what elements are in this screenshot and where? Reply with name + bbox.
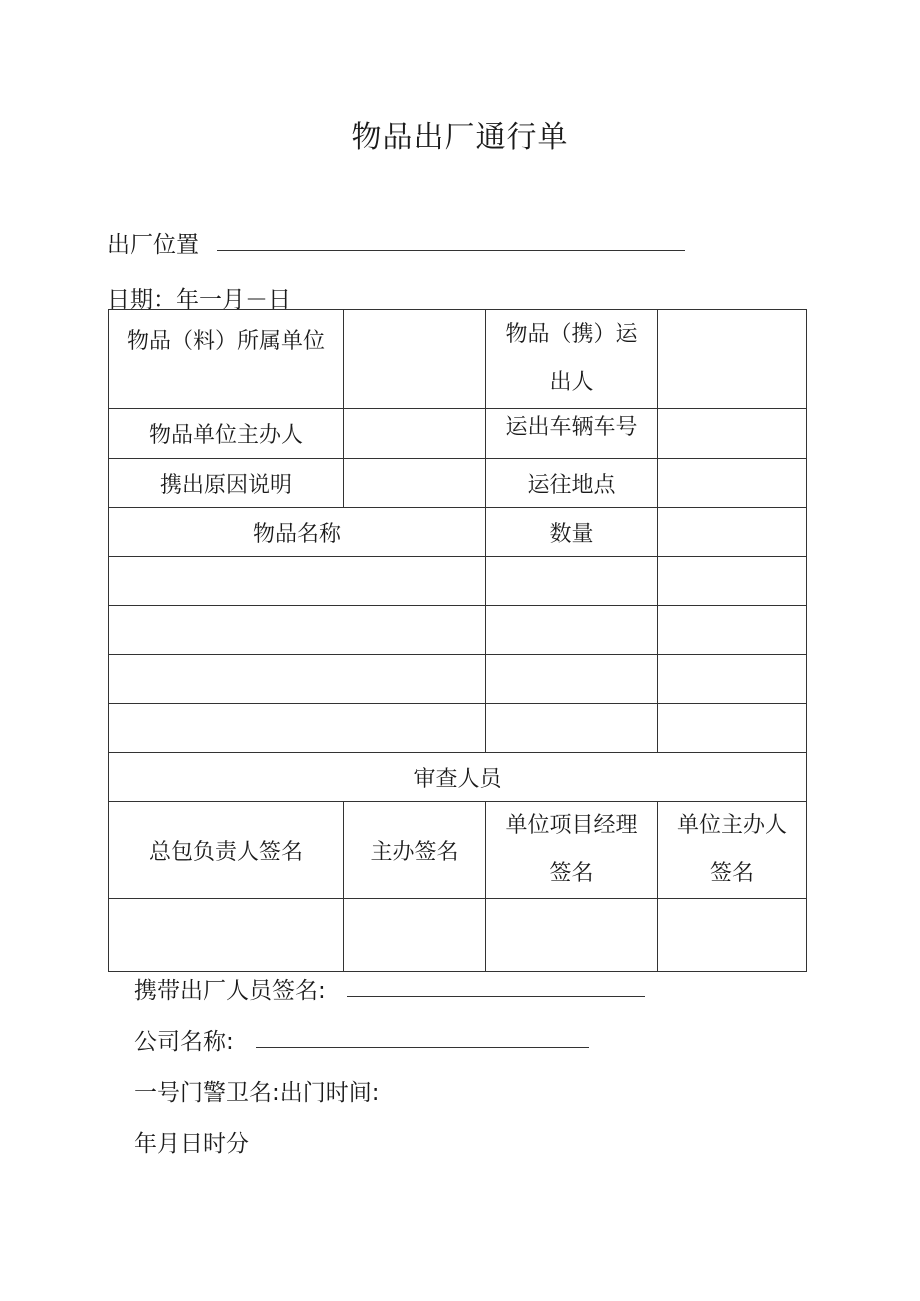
company-name-field[interactable] [256, 1047, 589, 1048]
unit-host-label: 物品单位主办人 [148, 423, 303, 448]
quantity-header: 数量 [549, 521, 594, 547]
unit-host-sign-header-line2: 签名 [709, 861, 754, 886]
carrier-label-line2: 出人 [549, 370, 594, 395]
pm-sign-header-line2: 签名 [549, 861, 594, 886]
item-name-input[interactable] [109, 606, 486, 655]
destination-label-cell [486, 459, 658, 508]
reason-value[interactable] [344, 459, 486, 508]
unit-host-sign-field[interactable] [658, 899, 807, 972]
unit-host-sign-header-line1: 单位主办人 [676, 813, 787, 838]
item-qty-input[interactable] [486, 704, 658, 753]
carrier-sign-field[interactable] [347, 996, 645, 997]
item-name-input[interactable] [109, 557, 486, 606]
item-row [109, 655, 807, 704]
item-qty-input[interactable] [486, 655, 658, 704]
pm-sign-header-line1: 单位项目经理 [505, 813, 638, 838]
unit-host-label-cell [109, 409, 344, 459]
unit-host-sign-header-cell [658, 802, 807, 899]
general-sign-header: 总包负责人签名 [148, 839, 303, 865]
carrier-label-cell [486, 310, 658, 409]
item-name-header-cell [109, 508, 486, 557]
item-row [109, 606, 807, 655]
company-name-label: 公司名称: [134, 1029, 234, 1055]
form-title: 物品出厂通行单 [351, 120, 569, 155]
reason-label-cell [109, 459, 344, 508]
vehicle-value[interactable] [658, 409, 807, 459]
carrier-label-line1: 物品（携）运 [505, 322, 638, 347]
item-name-header: 物品名称 [252, 521, 341, 547]
owner-unit-label: 物品（料）所属单位 [126, 329, 325, 354]
location-label: 出厂位置 [107, 232, 199, 258]
reason-label: 携出原因说明 [159, 472, 292, 498]
item-qty-input[interactable] [486, 606, 658, 655]
pm-sign-header-cell [486, 802, 658, 899]
owner-unit-value[interactable] [344, 310, 486, 409]
quantity-header-cell [486, 508, 658, 557]
item-row [109, 557, 807, 606]
item-extra-input[interactable] [658, 655, 807, 704]
destination-value[interactable] [658, 459, 807, 508]
pass-form-table [108, 309, 807, 972]
item-name-input[interactable] [109, 655, 486, 704]
item-extra-input[interactable] [658, 606, 807, 655]
carrier-sign-label: 携带出厂人员签名: [134, 978, 326, 1004]
general-sign-field[interactable] [109, 899, 344, 972]
destination-label: 运往地点 [527, 472, 616, 498]
host-sign-header: 主办签名 [370, 839, 459, 865]
item-qty-input[interactable] [486, 557, 658, 606]
review-header-cell [109, 753, 807, 802]
quantity-header-blank [658, 508, 807, 557]
unit-host-value[interactable] [344, 409, 486, 459]
vehicle-label: 运出车辆车号 [505, 415, 638, 440]
owner-unit-label-cell [109, 310, 344, 409]
datetime-label: 年月日时分 [134, 1131, 249, 1157]
host-sign-header-cell [344, 802, 486, 899]
review-header: 审查人员 [413, 766, 502, 792]
date-label: 日期：年一月－日 [107, 287, 291, 313]
guard-exit-time-label: 一号门警卫名:出门时间: [134, 1080, 380, 1106]
item-row [109, 704, 807, 753]
item-extra-input[interactable] [658, 704, 807, 753]
location-field[interactable] [217, 250, 685, 251]
item-name-input[interactable] [109, 704, 486, 753]
carrier-value[interactable] [658, 310, 807, 409]
pm-sign-field[interactable] [486, 899, 658, 972]
item-extra-input[interactable] [658, 557, 807, 606]
vehicle-label-cell [486, 409, 658, 459]
host-sign-field[interactable] [344, 899, 486, 972]
general-sign-header-cell [109, 802, 344, 899]
